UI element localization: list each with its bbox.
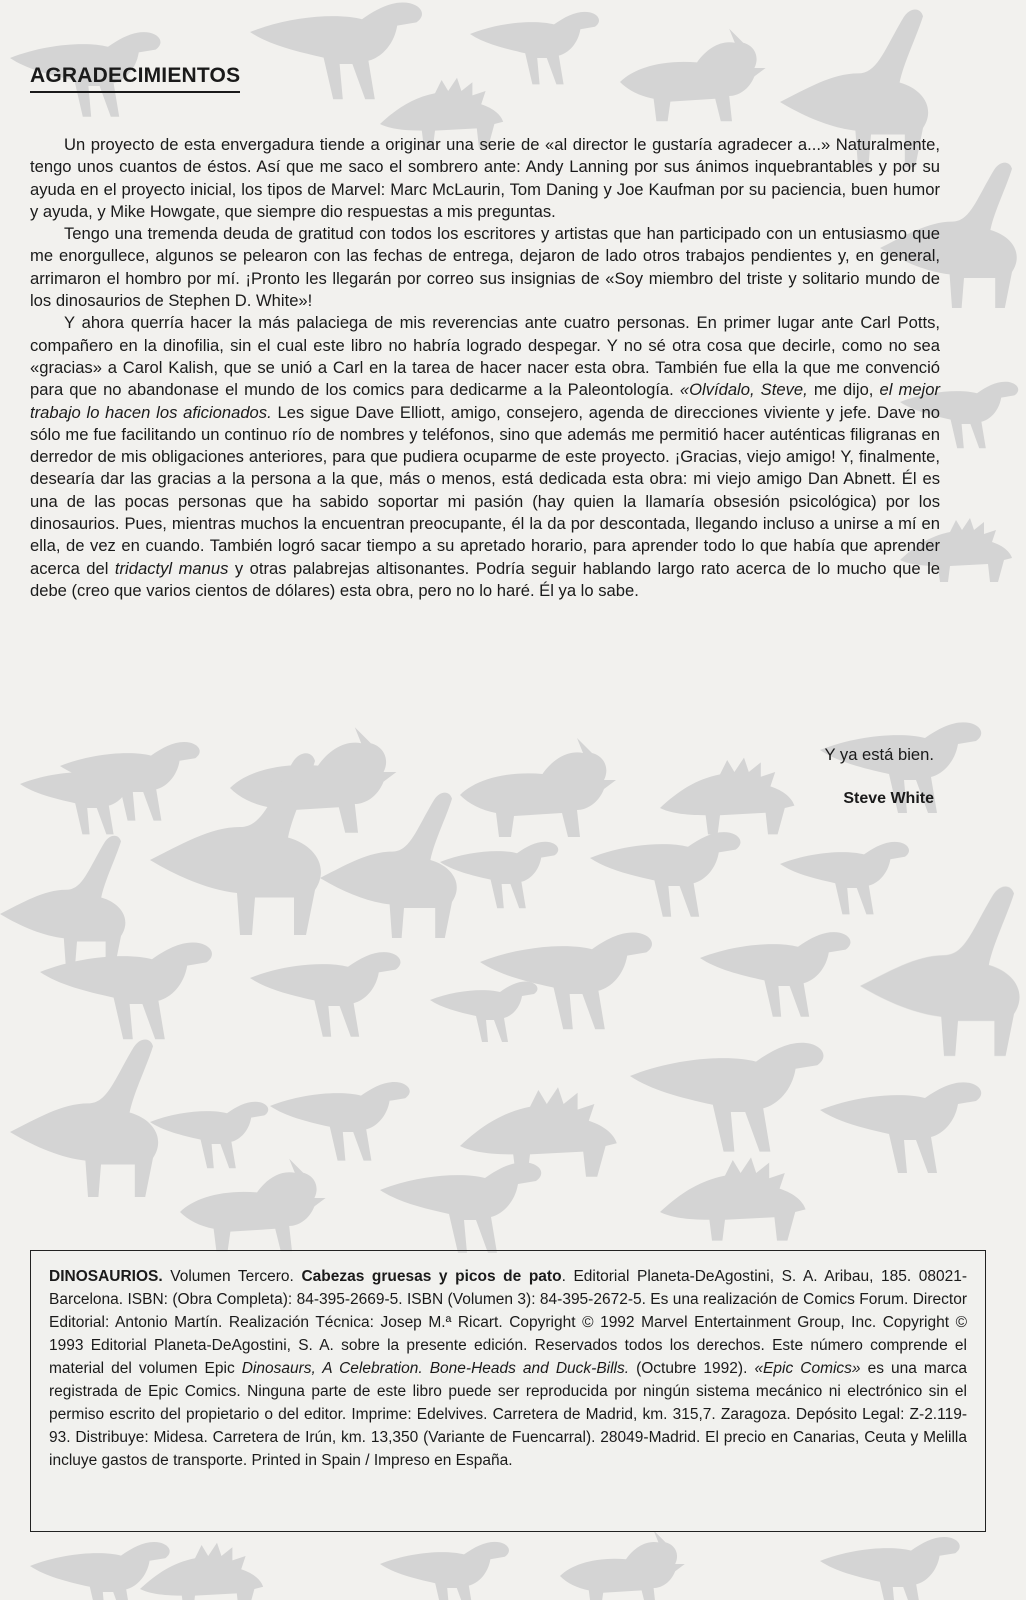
text-run: Un proyecto de esta envergadura tiende a originar una serie de «al director le gustaría agradecer a...» Naturalmente, tengo unos cuantos de éstos. Así que me saco el sombrero ante: Andy Lanning por sus ánimos inquebrantables y por su ayuda en el proyecto inicial, los tipos de Marvel: Marc McLaurin, Tom Daning y Joe Kaufman por su paciencia, buen humor y ayuda, y Mike Howgate, que siempre dio respuestas a mis preguntas. [30,135,940,221]
body-paragraph [30,134,940,223]
text-run: (Octubre 1992). [629,1360,755,1377]
body-paragraph [30,223,940,312]
bold-text: DINOSAURIOS. [49,1268,163,1285]
publication-credits-box [30,1250,986,1532]
page-title: AGRADECIMIENTOS [30,64,240,93]
closing-line: Y ya está bien. [824,745,934,764]
text-run: Tengo una tremenda deuda de gratitud con todos los escritores y artistas que han participado con un entusiasmo que me enorgullece, algunos se pelearon con las fechas de entrega, dejaron de lado otros trabajos pendientes y, en general, arrimaron el hombro por mí. ¡Pronto les llegarán por correo sus insignias de «Soy miembro del triste y solitario mundo de los dinosaurios de Stephen D. White»! [30,224,940,311]
italic-text: «Olvídalo, Steve, [679,380,808,400]
text-run: me dijo, [807,380,880,400]
body-paragraph [30,312,940,602]
text-run: es una marca registrada de Epic Comics. Ninguna parte de este libro puede ser reproducida por ningún sistema mecánico ni electrónico sin el permiso escrito del propietario o del editor. Imprime: Edelvives. Carretera de Madrid, km. 315,7. Zaragoza. Depósito Legal: Z-2.119-93. Distribuye: Midesa. Carretera de Irún, km. 13,350 (Variante de Fuencarral). 28049-Madrid. El precio en Canarias, Ceuta y Melilla incluye gastos de transporte. Printed in Spain / Impreso en España. [49,1360,967,1469]
italic-text: «Epic Comics» [754,1360,861,1377]
italic-text: tridactyl manus [114,558,229,578]
text-run: y otras palabrejas altisonantes. Podría seguir hablando largo rato acerca de lo mucho que le debe (creo que varios cientos de dólares) esta obra, pero no lo haré. Él ya lo sabe. [30,558,941,600]
author-signature: Steve White [843,790,934,807]
text-run: Volumen Tercero. [162,1268,302,1285]
text-run: . Editorial Planeta-DeAgostini, S. A. Aribau, 185. 08021-Barcelona. ISBN: (Obra Completa): 84-395-2669-5. ISBN (Volumen 3): 84-395-2672-5. Es una realización de Comics Forum. Director Editorial: Antonio Martín. Realización Técnica: Josep M.ª Ricart. Copyright © 1992 Marvel Entertainment Group, Inc. Copyright © 1993 Editorial Planeta-DeAgostini, S. A. sobre la presente edición. Reservados todos los derechos. Este número comprende el material del volumen Epic [49,1268,967,1377]
text-run: Les sigue Dave Elliott, amigo, consejero, agenda de direcciones viviente y jefe. Dave no sólo me fue facilitando un continuo río de nombres y teléfonos, sino que además me permitió hacer auténticas filigranas en derredor de mis obligaciones anteriores, para que pudiera ocuparme de este proyecto. ¡Gracias, viejo amigo! Y, finalmente, desearía dar las gracias a la persona a la que, más o menos, está dedicada esta obra: mi viejo amigo Dan Abnett. Él es una de las pocas personas que ha sabido soportar mi pasión (hay quien la llamaría obsesión psicológica) por los dinosaurios. Pues, mientras muchos la encuentran preocupante, él la da por descontada, llegando incluso a unirse a mí en ella, de vez en cuando. También logró sacar tiempo a su apretado horario, para aprender todo lo que había que aprender acerca del [30,402,941,578]
italic-text: el mejor trabajo lo hacen los aficionados. [30,380,940,422]
text-run: Y ahora querría hacer la más palaciega de mis reverencias ante cuatro personas. En primer lugar ante Carl Potts, compañero en la dinofilia, sin el cual este libro no habría logrado despegar. Y no sé otra cosa que decirle, como no sea «gracias» a Carol Kalish, que se unió a Carl en la tarea de hacer nacer esta obra. También fue ella la que me convenció para que no abandonase el mundo de los comics para dedicarme a la Paleontología. [30,313,940,400]
acknowledgements-body [30,134,940,602]
bold-text: Cabezas gruesas y picos de pato [301,1268,562,1285]
italic-text: Dinosaurs, A Celebration. Bone-Heads and Duck-Bills. [241,1360,630,1377]
